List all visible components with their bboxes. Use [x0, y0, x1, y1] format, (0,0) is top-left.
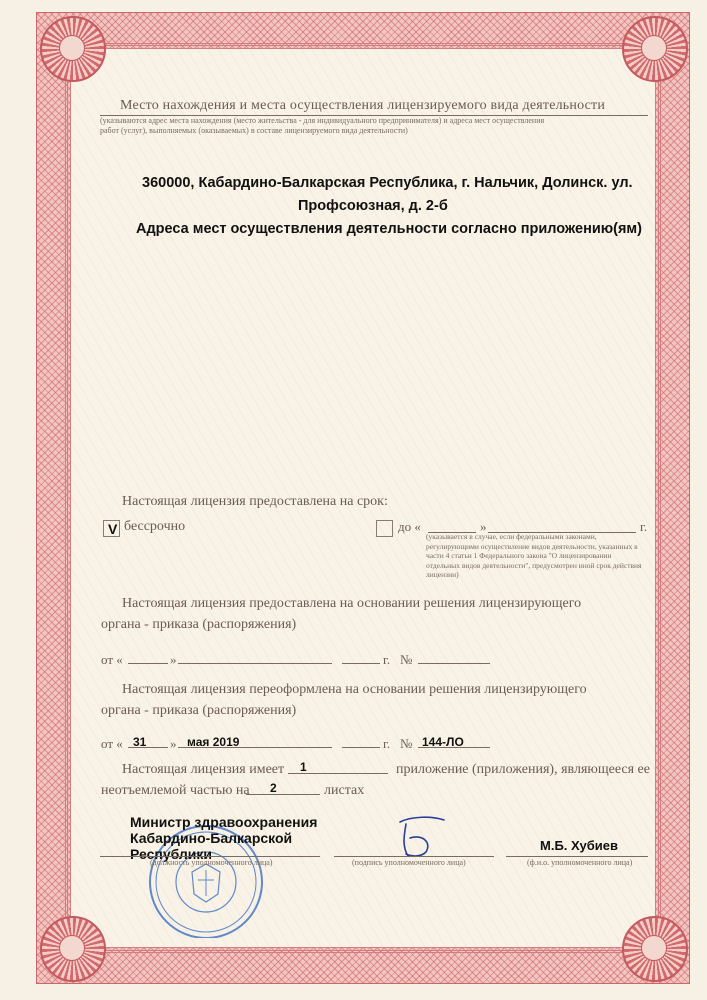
signatory-position-line2: Кабардино-Балкарской [130, 830, 293, 846]
grant-number-line [418, 663, 490, 664]
reissue-number-label: № [400, 736, 413, 751]
section-title: Место нахождения и места осуществления лицензируемого вида деятельности [120, 98, 606, 113]
reissue-number: 144-ЛО [422, 735, 464, 749]
corner-rosette [622, 916, 688, 982]
grant-from-label: от « [101, 652, 123, 667]
perpetual-label: бессрочно [124, 519, 186, 534]
grant-close-quote: » [170, 652, 177, 667]
signatory-position-line1: Министр здравоохранения [130, 814, 318, 830]
check-mark: V [108, 521, 118, 537]
grant-year-suffix: г. [383, 652, 391, 667]
grant-basis-line1: Настоящая лицензия предоставлена на основании решения лицензирующего [122, 596, 582, 611]
appendix-text3: неотъемлемой частью на [101, 783, 250, 798]
until-checkbox [376, 520, 393, 537]
signatory-name: М.Б. Хубиев [540, 838, 618, 853]
until-year-suffix: г. [640, 519, 648, 534]
grant-basis-line2: органа - приказа (распоряжения) [101, 617, 297, 632]
reissue-basis-line2: органа - приказа (распоряжения) [101, 703, 297, 718]
term-note: (указывается в случае, если федеральными законами, регулирующими осуществление видов деятельности, указанных в части 4 статьи 1 Федерального закона "О лицензировании отдельных видов деятельности", предусмотрен иной срок действия лицензии) [426, 532, 642, 579]
reissue-close-quote: » [170, 736, 177, 751]
reissue-from-label: от « [101, 736, 123, 751]
appendix-text1: Настоящая лицензия имеет [122, 762, 285, 777]
corner-rosette [40, 916, 106, 982]
reissue-day: 31 [133, 735, 147, 749]
appendix-text4: листах [324, 783, 365, 798]
appendix-sheets-line [246, 794, 320, 795]
address-line1: 360000, Кабардино-Балкарская Республика, г. Нальчик, Долинск. ул. [142, 175, 633, 191]
appendix-text2: приложение (приложения), являющееся ее [396, 762, 650, 777]
until-close-quote: » [480, 519, 487, 534]
reissue-month-year: мая 2019 [187, 735, 240, 749]
grant-month-line [178, 663, 332, 664]
name-caption: (ф.и.о. уполномоченного лица) [527, 858, 633, 867]
grant-day-line [128, 663, 168, 664]
address-line2: Профсоюзная, д. 2-б [298, 198, 448, 214]
handwritten-signature-icon [392, 812, 452, 862]
address-line3: Адреса мест осуществления деятельности согласно приложению(ям) [136, 221, 642, 237]
appendix-count: 1 [300, 760, 307, 774]
corner-rosette [622, 16, 688, 82]
position-line [100, 856, 320, 857]
appendix-sheets: 2 [270, 781, 277, 795]
section-subtitle-line1: (указываются адрес места нахождения (место жительства - для индивидуального предпринимателя) и адреса мест осуществления [100, 116, 545, 125]
signature-line [334, 856, 494, 857]
reissue-year-line [342, 747, 380, 748]
term-label: Настоящая лицензия предоставлена на срок: [122, 494, 388, 509]
signature-caption: (подпись уполномоченного лица) [352, 858, 466, 867]
signatory-position-line3: Республики [130, 846, 213, 862]
grant-number-label: № [400, 652, 413, 667]
until-label: до « [398, 519, 421, 534]
name-line [506, 856, 648, 857]
corner-rosette [40, 16, 106, 82]
reissue-year-suffix: г. [383, 736, 391, 751]
position-caption: (должность уполномоченного лица) [150, 858, 273, 867]
reissue-basis-line1: Настоящая лицензия переоформлена на основании решения лицензирующего [122, 682, 587, 697]
grant-year-line [342, 663, 380, 664]
section-subtitle-line2: работ (услуг), выполняемых (оказываемых) в составе лицензируемого вида деятельности) [100, 126, 408, 135]
